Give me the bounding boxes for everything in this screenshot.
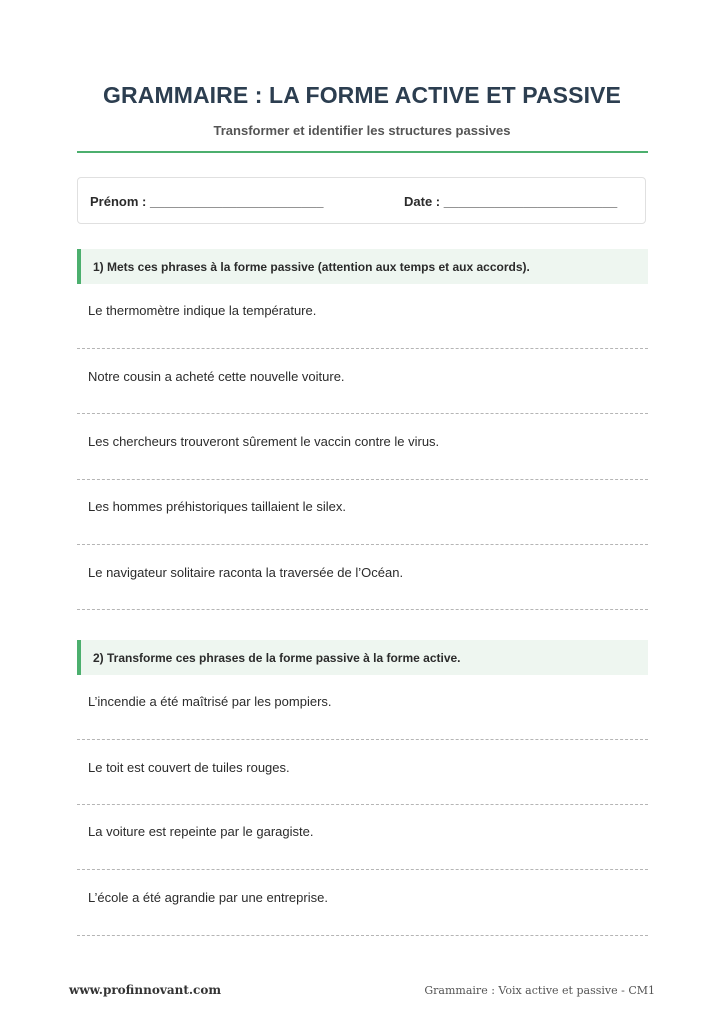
exercise-1-sentence-5: Le navigateur solitaire raconta la traversée de l’Océan. (88, 565, 404, 580)
title-divider (77, 151, 648, 153)
footer-caption: Grammaire : Voix active et passive - CM1 (424, 984, 655, 997)
exercise-2-sentence-1: L’incendie a été maîtrisé par les pompiers. (88, 694, 332, 709)
section-1-header (77, 249, 648, 284)
section-1-heading: 1) Mets ces phrases à la forme passive (attention aux temps et aux accords). (93, 260, 530, 274)
answer-line[interactable] (77, 479, 648, 480)
answer-line[interactable] (77, 609, 648, 610)
exercise-1-sentence-4: Les hommes préhistoriques taillaient le silex. (88, 499, 346, 514)
answer-line[interactable] (77, 348, 648, 349)
exercise-2-sentence-2: Le toit est couvert de tuiles rouges. (88, 760, 290, 775)
answer-line[interactable] (77, 413, 648, 414)
date-field[interactable]: Date : ________________________ (404, 194, 618, 209)
footer-website[interactable]: www.profinnovant.com (69, 983, 222, 997)
exercise-1-sentence-3: Les chercheurs trouveront sûrement le vaccin contre le virus. (88, 434, 440, 449)
page-title: GRAMMAIRE : LA FORME ACTIVE ET PASSIVE (103, 82, 621, 108)
answer-line[interactable] (77, 544, 648, 545)
answer-line[interactable] (77, 869, 648, 870)
name-field[interactable]: Prénom : ________________________ (90, 194, 324, 209)
exercise-1-sentence-1: Le thermomètre indique la température. (88, 303, 317, 318)
answer-line[interactable] (77, 739, 648, 740)
answer-line[interactable] (77, 804, 648, 805)
page-subtitle: Transformer et identifier les structures passives (213, 123, 511, 138)
exercise-1-sentence-2: Notre cousin a acheté cette nouvelle voiture. (88, 369, 345, 384)
exercise-2-sentence-4: L’école a été agrandie par une entreprise. (88, 890, 328, 905)
section-2-header (77, 640, 648, 675)
answer-line[interactable] (77, 935, 648, 936)
section-2-heading: 2) Transforme ces phrases de la forme passive à la forme active. (93, 651, 461, 665)
exercise-2-sentence-3: La voiture est repeinte par le garagiste. (88, 824, 314, 839)
student-info-box (77, 177, 646, 224)
